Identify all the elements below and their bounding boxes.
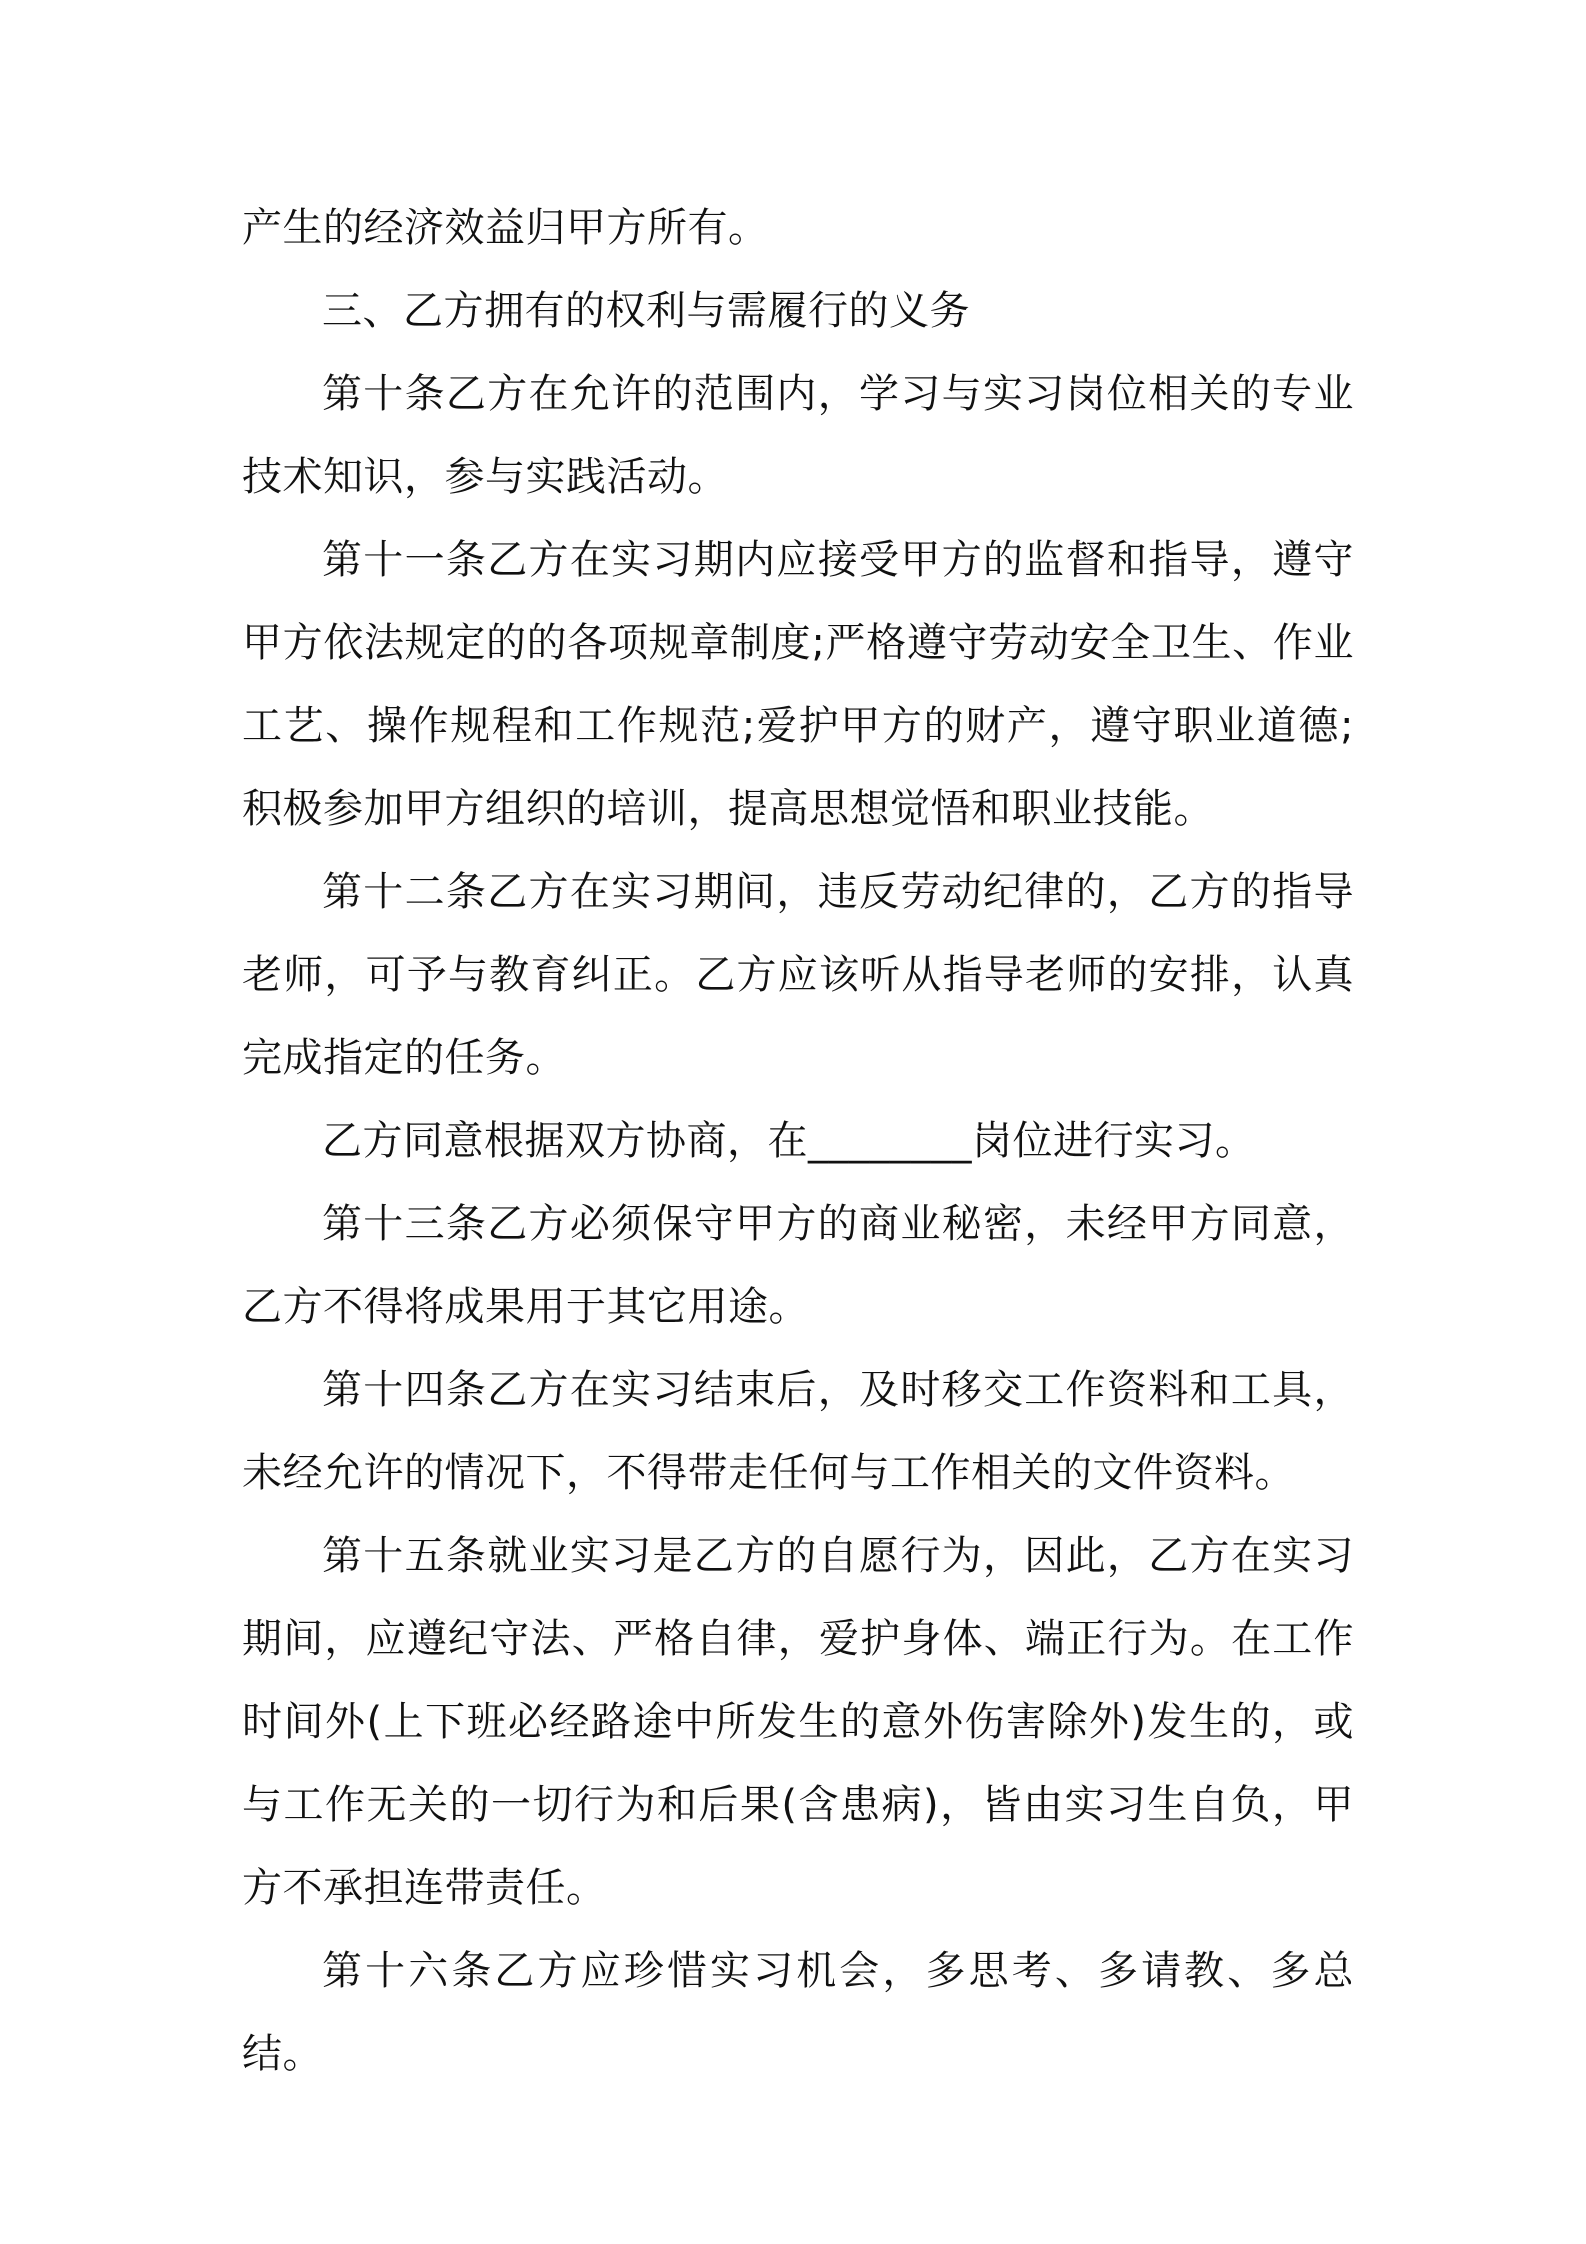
article-14: 第十四条乙方在实习结束后，及时移交工作资料和工具，未经允许的情况下，不得带走任何与工作相关的文件资料。 (242, 1367, 1354, 1496)
article-12: 第十二条乙方在实习期间，违反劳动纪律的，乙方的指导老师，可予与教育纠正。乙方应该听从指导老师的安排，认真完成指定的任务。 (242, 869, 1354, 1081)
paragraph-continuation: 产生的经济效益归甲方所有。 (242, 205, 769, 251)
article-11: 第十一条乙方在实习期内应接受甲方的监督和指导，遵守甲方依法规定的的各项规章制度;严格遵守劳动安全卫生、作业工艺、操作规程和工作规范;爱护甲方的财产，遵守职业道德;积极参加甲方组织的培训，提高思想觉悟和职业技能。 (242, 537, 1354, 832)
document-body (242, 187, 1354, 2096)
section-heading: 三、乙方拥有的权利与需履行的义务 (322, 288, 970, 334)
article-16: 第十六条乙方应珍惜实习机会，多思考、多请教、多总结。 (242, 1948, 1354, 2077)
article-15: 第十五条就业实习是乙方的自愿行为，因此，乙方在实习期间，应遵纪守法、严格自律，爱护身体、端正行为。在工作时间外(上下班必经路途中所发生的意外伤害除外)发生的，或与工作无关的一切行为和后果(含患病)，皆由实习生自负，甲方不承担连带责任。 (242, 1533, 1354, 1911)
article-13: 第十三条乙方必须保守甲方的商业秘密，未经甲方同意，乙方不得将成果用于其它用途。 (242, 1201, 1354, 1330)
position-clause: 乙方同意根据双方协商，在________岗位进行实习。 (322, 1118, 1256, 1164)
article-10: 第十条乙方在允许的范围内，学习与实习岗位相关的专业技术知识，参与实践活动。 (242, 371, 1354, 500)
